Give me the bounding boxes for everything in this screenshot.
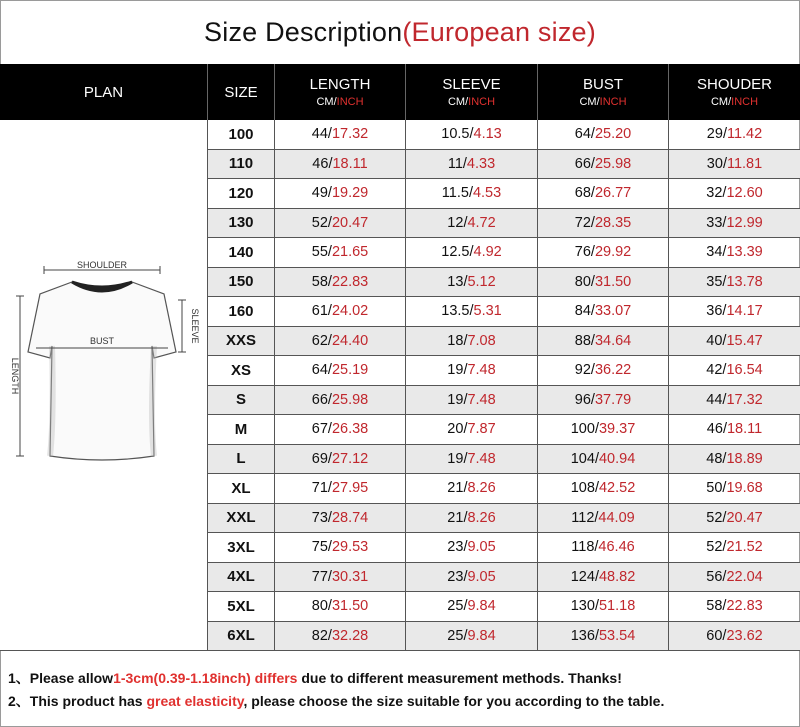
bust-cell: 100 / 39.37 [538, 415, 669, 444]
shoulder-cell: 52 / 20.47 [706, 509, 763, 526]
table-row [208, 297, 800, 327]
length-cell: 75 / 29.53 [275, 533, 406, 562]
header-sleeve-label: SLEEVE [442, 76, 501, 93]
table-row [208, 504, 800, 534]
size-cell: XXL [208, 504, 275, 533]
sleeve-cell: 23 / 9.05 [406, 563, 538, 592]
header-size [208, 64, 275, 120]
size-cell: L [208, 445, 275, 474]
header-size-label: SIZE [224, 83, 258, 101]
header-bust [538, 64, 669, 120]
table-row [208, 179, 800, 209]
sleeve-cell: 25 / 9.84 [406, 592, 538, 621]
bust-label: BUST [89, 336, 115, 346]
shoulder-label: SHOULDER [76, 260, 128, 270]
size-cell: S [208, 386, 275, 415]
bust-cell: 118 / 46.46 [538, 533, 669, 562]
header-plan [0, 64, 208, 120]
size-cell: 110 [208, 150, 275, 179]
shoulder-cell: 42 / 16.54 [706, 362, 763, 379]
table-row [208, 238, 800, 268]
table-row [208, 415, 800, 445]
bust-cell: 66 / 25.98 [538, 150, 669, 179]
size-cell: 3XL [208, 533, 275, 562]
shoulder-cell: 29 / 11.42 [706, 126, 763, 143]
length-cell: 82 / 32.28 [275, 622, 406, 651]
shoulder-cell: 48 / 18.89 [706, 450, 763, 467]
size-cell: 150 [208, 268, 275, 297]
sleeve-cell: 12.5 / 4.92 [406, 238, 538, 267]
notes-divider [0, 650, 800, 651]
bust-cell: 84 / 33.07 [538, 297, 669, 326]
sleeve-cell: 13.5 / 5.31 [406, 297, 538, 326]
sleeve-cell: 10.5 / 4.13 [406, 120, 538, 149]
length-cell: 77 / 30.31 [275, 563, 406, 592]
length-cell: 58 / 22.83 [275, 268, 406, 297]
length-cell: 69 / 27.12 [275, 445, 406, 474]
length-label: LENGTH [10, 357, 20, 395]
sleeve-cell: 21 / 8.26 [406, 504, 538, 533]
size-cell: XXS [208, 327, 275, 356]
bust-cell: 96 / 37.79 [538, 386, 669, 415]
header-sleeve-units: CM/INCH [447, 96, 496, 108]
shoulder-cell: 33 / 12.99 [706, 214, 763, 231]
bust-cell: 88 / 34.64 [538, 327, 669, 356]
note-1: 1、Please allow1-3cm(0.39-1.18inch) differs due to different measurement methods. Thanks! [8, 670, 622, 686]
note-2: 2、This product has great elasticity, please choose the size suitable for you according to the table. [8, 693, 665, 709]
sleeve-cell: 12 / 4.72 [406, 209, 538, 238]
size-cell: 140 [208, 238, 275, 267]
bust-cell: 136 / 53.54 [538, 622, 669, 651]
shoulder-cell: 32 / 12.60 [706, 185, 763, 202]
shoulder-cell: 50 / 19.68 [706, 480, 763, 497]
shoulder-cell: 46 / 18.11 [706, 421, 763, 438]
header-bust-label: BUST [582, 76, 623, 93]
sleeve-cell: 13 / 5.12 [406, 268, 538, 297]
bust-cell: 68 / 26.77 [538, 179, 669, 208]
size-cell: 160 [208, 297, 275, 326]
bust-cell: 108 / 42.52 [538, 474, 669, 503]
bust-cell: 92 / 36.22 [538, 356, 669, 385]
sleeve-cell: 11 / 4.33 [406, 150, 538, 179]
bust-cell: 124 / 48.82 [538, 563, 669, 592]
bust-cell: 80 / 31.50 [538, 268, 669, 297]
table-row [208, 150, 800, 180]
header-shoulder-label: SHOUDER [696, 76, 772, 93]
length-cell: 66 / 25.98 [275, 386, 406, 415]
sleeve-cell: 21 / 8.26 [406, 474, 538, 503]
length-cell: 80 / 31.50 [275, 592, 406, 621]
table-row [208, 533, 800, 563]
sleeve-cell: 25 / 9.84 [406, 622, 538, 651]
length-cell: 55 / 21.65 [275, 238, 406, 267]
table-row [208, 622, 800, 652]
length-cell: 46 / 18.11 [275, 150, 406, 179]
header-length-units: CM/INCH [316, 96, 364, 108]
shoulder-cell: 60 / 23.62 [706, 627, 763, 644]
sleeve-cell: 18 / 7.08 [406, 327, 538, 356]
length-cell: 44 / 17.32 [275, 120, 406, 149]
shoulder-cell: 52 / 21.52 [706, 539, 763, 556]
size-cell: 130 [208, 209, 275, 238]
table-row [208, 120, 800, 150]
header-shoulder [669, 64, 800, 120]
shoulder-cell: 35 / 13.78 [706, 273, 763, 290]
length-cell: 52 / 20.47 [275, 209, 406, 238]
sleeve-cell: 19 / 7.48 [406, 445, 538, 474]
sleeve-cell: 23 / 9.05 [406, 533, 538, 562]
sleeve-cell: 19 / 7.48 [406, 356, 538, 385]
title-main: Size Description [204, 16, 403, 47]
table-row [208, 327, 800, 357]
length-cell: 49 / 19.29 [275, 179, 406, 208]
shoulder-cell: 44 / 17.32 [706, 391, 763, 408]
table-row [208, 474, 800, 504]
length-cell: 64 / 25.19 [275, 356, 406, 385]
header-bust-units: CM/INCH [579, 96, 627, 108]
bust-cell: 76 / 29.92 [538, 238, 669, 267]
table-row [208, 268, 800, 298]
length-cell: 61 / 24.02 [275, 297, 406, 326]
table-row [208, 563, 800, 593]
length-cell: 71 / 27.95 [275, 474, 406, 503]
shoulder-cell: 36 / 14.17 [706, 303, 763, 320]
shoulder-cell: 40 / 15.47 [706, 332, 763, 349]
page-title [0, 0, 800, 64]
length-cell: 62 / 24.40 [275, 327, 406, 356]
table-row [208, 209, 800, 239]
shoulder-cell: 58 / 22.83 [706, 598, 763, 615]
sleeve-label: SLEEVE [190, 308, 200, 344]
sleeve-cell: 20 / 7.87 [406, 415, 538, 444]
size-cell: 4XL [208, 563, 275, 592]
table-row [208, 445, 800, 475]
size-cell: 5XL [208, 592, 275, 621]
sleeve-cell: 19 / 7.48 [406, 386, 538, 415]
header-length-label: LENGTH [309, 76, 371, 93]
header-shoulder-units: CM/INCH [710, 96, 759, 108]
length-cell: 67 / 26.38 [275, 415, 406, 444]
header-plan-label: PLAN [83, 83, 124, 101]
table-row [208, 356, 800, 386]
size-cell: 6XL [208, 622, 275, 651]
tshirt-diagram-panel [0, 120, 208, 650]
size-cell: XL [208, 474, 275, 503]
bust-cell: 72 / 28.35 [538, 209, 669, 238]
size-cell: 120 [208, 179, 275, 208]
size-cell: 100 [208, 120, 275, 149]
header-sleeve [406, 64, 538, 120]
bust-cell: 130 / 51.18 [538, 592, 669, 621]
table-row [208, 386, 800, 416]
shoulder-cell: 30 / 11.81 [706, 155, 763, 172]
size-cell: M [208, 415, 275, 444]
bust-cell: 104 / 40.94 [538, 445, 669, 474]
size-cell: XS [208, 356, 275, 385]
bust-cell: 64 / 25.20 [538, 120, 669, 149]
header-length [275, 64, 406, 120]
length-cell: 73 / 28.74 [275, 504, 406, 533]
size-table [208, 120, 800, 651]
tshirt-diagram [0, 120, 207, 650]
title-accent: (European size) [402, 16, 596, 47]
shoulder-cell: 56 / 22.04 [706, 568, 763, 585]
bust-cell: 112 / 44.09 [538, 504, 669, 533]
table-row [208, 592, 800, 622]
sleeve-cell: 11.5 / 4.53 [406, 179, 538, 208]
shoulder-cell: 34 / 13.39 [706, 244, 763, 261]
